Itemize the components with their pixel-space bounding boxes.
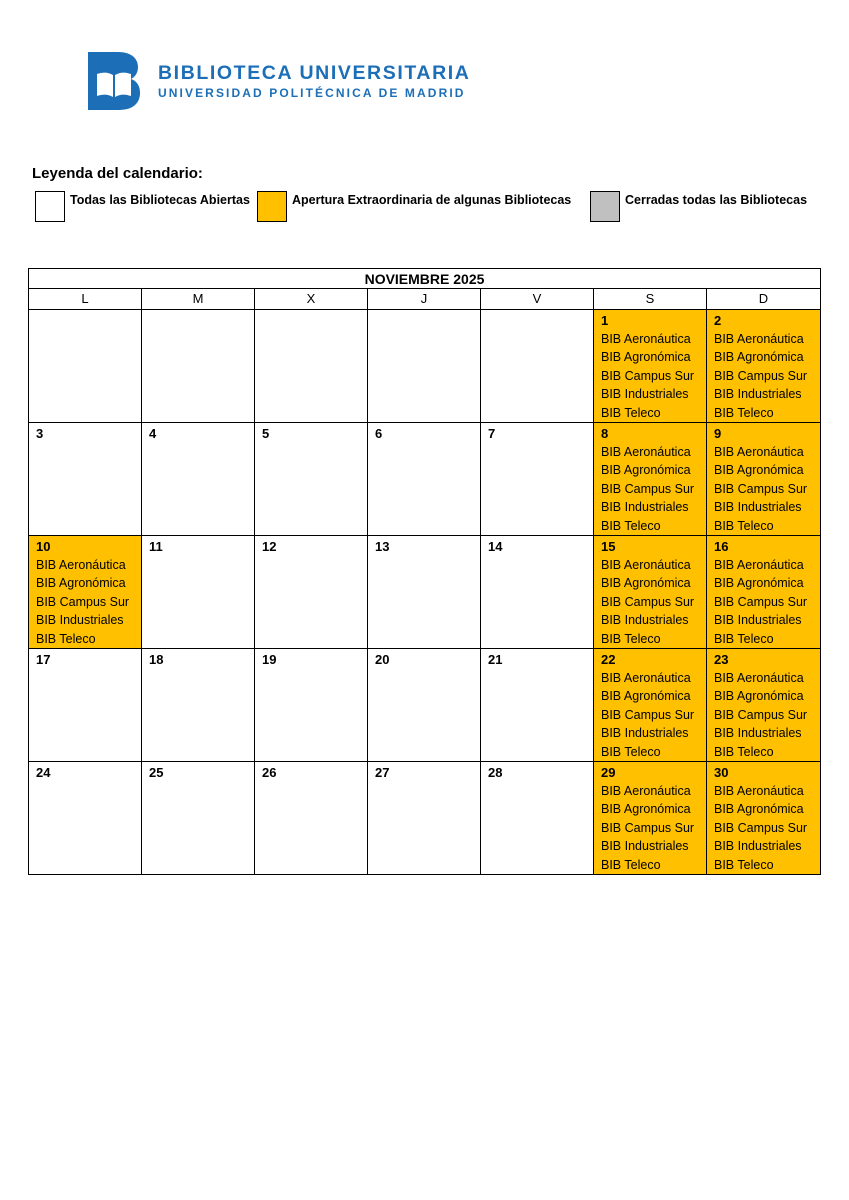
library-name: BIB Aeronáutica [601,445,691,459]
calendar-day-cell [141,762,254,875]
legend-label-closed: Cerradas todas las Bibliotecas [625,193,808,207]
day-number: 7 [488,426,496,441]
library-name: BIB Campus Sur [601,820,695,835]
day-number: 18 [149,652,164,667]
calendar-empty-cell [254,310,367,423]
calendar-day-cell [706,649,821,762]
library-name: BIB Industriales [601,500,689,515]
library-name: BIB Industriales [714,726,802,741]
library-name: BIB Agronómica [714,689,804,704]
open-libraries-list [601,669,706,761]
calendar-day-cell [706,423,821,536]
library-name: BIB Aeronáutica [601,784,691,798]
day-number: 15 [601,539,616,554]
day-number: 4 [149,426,157,441]
calendar-day-cell [367,423,480,536]
library-name: BIB Teleco [714,744,774,759]
weekday-sunday: D [706,289,821,310]
calendar-day-cell [367,536,480,649]
library-name: BIB Agronómica [601,576,691,591]
calendar-day-cell [706,536,821,649]
calendar-day-cell [706,310,821,423]
day-number: 6 [375,426,383,441]
day-number: 12 [262,539,277,554]
open-libraries-list [601,330,706,422]
library-name: BIB Campus Sur [601,594,695,609]
library-logo [88,52,508,112]
day-number: 26 [262,765,277,780]
logo-subtitle: UNIVERSIDAD POLITÉCNICA DE MADRID [158,86,466,100]
library-name: BIB Teleco [601,405,661,420]
calendar-day-cell [367,649,480,762]
legend-label-open: Todas las Bibliotecas Abiertas [70,193,250,207]
calendar-day-cell [480,536,593,649]
open-libraries-list [714,443,820,535]
calendar-day-cell [141,649,254,762]
calendar-day-cell [254,536,367,649]
day-number: 17 [36,652,51,667]
day-number: 25 [149,765,164,780]
calendar-day-cell [480,423,593,536]
open-libraries-list [714,556,820,648]
calendar-table [28,268,821,875]
open-libraries-list [601,782,706,874]
weekday-tuesday: M [141,289,254,310]
open-libraries-list [714,782,820,874]
library-name: BIB Aeronáutica [714,332,804,346]
library-name: BIB Teleco [601,744,661,759]
library-name: BIB Industriales [714,613,802,628]
library-book-icon [88,52,140,110]
library-name: BIB Teleco [601,518,661,533]
library-name: BIB Industriales [601,839,689,854]
day-number: 27 [375,765,390,780]
day-number: 10 [36,539,51,554]
weekday-thursday: J [367,289,480,310]
calendar-month-title: NOVIEMBRE 2025 [28,268,821,289]
calendar-day-cell [28,762,141,875]
library-name: BIB Aeronáutica [714,445,804,459]
calendar-empty-cell [28,310,141,423]
calendar-empty-cell [141,310,254,423]
calendar-day-cell [593,536,706,649]
calendar-day-cell [593,423,706,536]
day-number: 9 [714,426,722,441]
weekday-header-row [28,289,821,310]
calendar-empty-cell [480,310,593,423]
calendar-day-cell [28,536,141,649]
library-name: BIB Aeronáutica [601,332,691,346]
legend-swatch-closed [590,191,620,222]
library-name: BIB Agronómica [601,802,691,817]
open-libraries-list [714,330,820,422]
library-name: BIB Aeronáutica [36,558,126,572]
weekday-saturday: S [593,289,706,310]
day-number: 14 [488,539,503,554]
calendar-day-cell [141,536,254,649]
library-name: BIB Campus Sur [36,594,130,609]
calendar-empty-cell [367,310,480,423]
library-name: BIB Industriales [601,387,689,402]
library-name: BIB Industriales [714,839,802,854]
calendar-day-cell [254,762,367,875]
library-name: BIB Teleco [601,857,661,872]
library-name: BIB Teleco [714,405,774,420]
library-name: BIB Industriales [601,726,689,741]
calendar-day-cell [254,649,367,762]
weekday-monday: L [28,289,141,310]
legend-title: Leyenda del calendario: [32,165,203,182]
library-name: BIB Campus Sur [714,707,808,722]
library-name: BIB Agronómica [36,576,126,591]
library-name: BIB Agronómica [714,463,804,478]
legend-swatch-extraordinary [257,191,287,222]
day-number: 5 [262,426,270,441]
day-number: 22 [601,652,616,667]
library-name: BIB Aeronáutica [714,671,804,685]
calendar-day-cell [593,310,706,423]
library-name: BIB Teleco [714,857,774,872]
day-number: 16 [714,539,729,554]
weekday-friday: V [480,289,593,310]
library-name: BIB Aeronáutica [601,558,691,572]
library-name: BIB Aeronáutica [714,558,804,572]
calendar-day-cell [367,762,480,875]
library-name: BIB Agronómica [601,463,691,478]
library-name: BIB Campus Sur [601,368,695,383]
library-name: BIB Campus Sur [714,820,808,835]
day-number: 24 [36,765,51,780]
calendar-day-cell [593,762,706,875]
library-name: BIB Aeronáutica [601,671,691,685]
open-libraries-list [601,556,706,648]
calendar-grid [28,310,821,875]
calendar-day-cell [480,649,593,762]
day-number: 8 [601,426,609,441]
library-name: BIB Campus Sur [714,368,808,383]
library-name: BIB Teleco [714,631,774,646]
day-number: 2 [714,313,722,328]
library-name: BIB Agronómica [601,689,691,704]
library-name: BIB Agronómica [714,350,804,365]
calendar-day-cell [254,423,367,536]
library-name: BIB Campus Sur [601,481,695,496]
day-number: 11 [149,539,163,554]
library-name: BIB Teleco [714,518,774,533]
library-name: BIB Agronómica [714,576,804,591]
library-name: BIB Agronómica [601,350,691,365]
day-number: 28 [488,765,503,780]
calendar-day-cell [480,762,593,875]
day-number: 20 [375,652,390,667]
weekday-wednesday: X [254,289,367,310]
calendar-day-cell [593,649,706,762]
day-number: 13 [375,539,390,554]
library-name: BIB Industriales [714,500,802,515]
library-name: BIB Industriales [601,613,689,628]
day-number: 1 [601,313,609,328]
library-name: BIB Campus Sur [714,481,808,496]
calendar-day-cell [141,423,254,536]
calendar-day-cell [28,423,141,536]
library-name: BIB Campus Sur [601,707,695,722]
library-name: BIB Teleco [601,631,661,646]
open-libraries-list [714,669,820,761]
library-name: BIB Campus Sur [714,594,808,609]
library-name: BIB Industriales [714,387,802,402]
library-name: BIB Industriales [36,613,124,628]
day-number: 3 [36,426,44,441]
day-number: 29 [601,765,616,780]
library-name: BIB Teleco [36,631,96,646]
day-number: 23 [714,652,729,667]
open-libraries-list [36,556,141,648]
day-number: 30 [714,765,729,780]
day-number: 21 [488,652,503,667]
legend-swatch-open [35,191,65,222]
day-number: 19 [262,652,277,667]
calendar-day-cell [28,649,141,762]
open-libraries-list [601,443,706,535]
library-name: BIB Aeronáutica [714,784,804,798]
calendar-day-cell [706,762,821,875]
library-name: BIB Agronómica [714,802,804,817]
legend-label-extraordinary: Apertura Extraordinaria de algunas Bibliotecas [292,193,572,207]
logo-title: BIBLIOTECA UNIVERSITARIA [158,62,471,84]
